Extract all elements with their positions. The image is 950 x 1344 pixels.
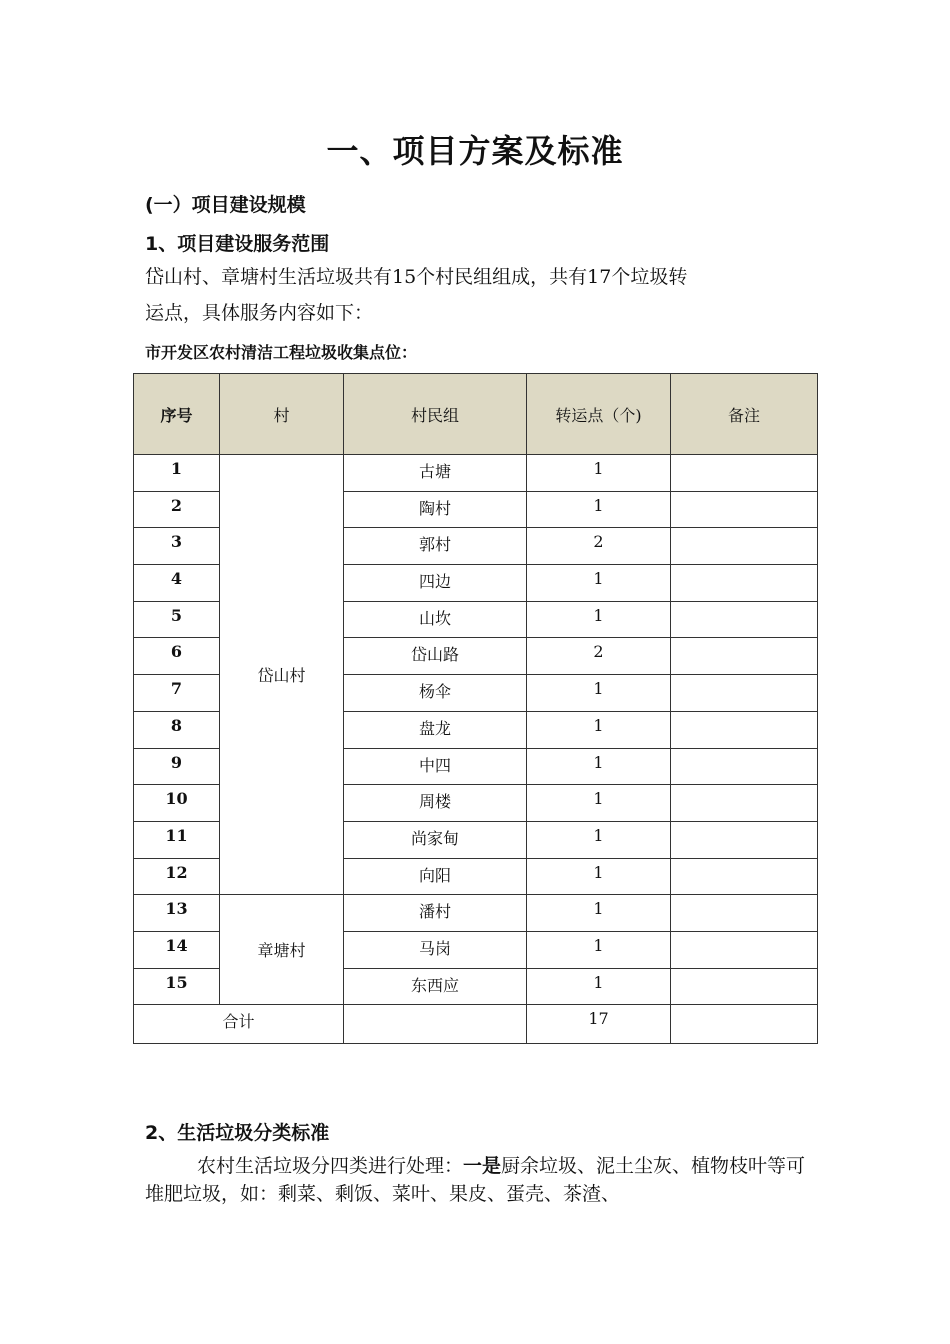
row-group: 周楼	[344, 785, 527, 822]
total-points: 17	[527, 1005, 671, 1044]
row-no: 5	[134, 601, 220, 638]
village-zhangtang: 章塘村	[220, 895, 344, 1005]
row-remarks	[671, 601, 818, 638]
row-points: 1	[527, 455, 671, 492]
row-no: 12	[134, 858, 220, 895]
row-group: 四边	[344, 565, 527, 602]
scope-paragraph-line1: 岱山村、章塘村生活垃圾共有15个村民组组成，共有17个垃圾转	[145, 266, 688, 288]
section-heading-scale: (一）项目建设规模	[145, 194, 306, 216]
row-no: 1	[134, 455, 220, 492]
header-remarks: 备注	[671, 374, 818, 455]
scope-paragraph-line2: 运点，具体服务内容如下：	[145, 302, 374, 324]
classification-paragraph	[145, 1152, 815, 1208]
page-title: 一、项目方案及标准	[326, 132, 624, 170]
row-group: 岱山路	[344, 638, 527, 675]
row-no: 9	[134, 748, 220, 785]
table-total-row	[134, 1005, 818, 1044]
row-remarks	[671, 895, 818, 932]
header-points: 转运点（个)	[527, 374, 671, 455]
row-remarks	[671, 821, 818, 858]
row-remarks	[671, 711, 818, 748]
row-group: 杨伞	[344, 675, 527, 712]
row-no: 15	[134, 968, 220, 1005]
row-points: 1	[527, 821, 671, 858]
row-no: 6	[134, 638, 220, 675]
row-points: 1	[527, 601, 671, 638]
total-label: 合计	[134, 1005, 344, 1044]
village-daishan: 岱山村	[220, 455, 344, 895]
row-group: 向阳	[344, 858, 527, 895]
row-group: 山坎	[344, 601, 527, 638]
row-points: 2	[527, 638, 671, 675]
header-no: 序号	[134, 374, 220, 455]
row-no: 11	[134, 821, 220, 858]
row-remarks	[671, 931, 818, 968]
subsection-heading-scope: 1、项目建设服务范围	[145, 233, 330, 255]
header-group: 村民组	[344, 374, 527, 455]
row-group: 郭村	[344, 528, 527, 565]
classification-rest: 厨余垃圾、泥土尘灰、植物枝叶等可堆肥垃圾，如：剩菜、剩饭、菜叶、果皮、蛋壳、茶渣、	[145, 1155, 806, 1205]
row-points: 1	[527, 675, 671, 712]
row-group: 马岗	[344, 931, 527, 968]
row-no: 7	[134, 675, 220, 712]
scope-paragraph	[145, 259, 815, 331]
row-points: 1	[527, 931, 671, 968]
row-remarks	[671, 858, 818, 895]
total-group-empty	[344, 1005, 527, 1044]
row-no: 4	[134, 565, 220, 602]
row-no: 14	[134, 931, 220, 968]
row-points: 2	[527, 528, 671, 565]
row-remarks	[671, 968, 818, 1005]
row-remarks	[671, 565, 818, 602]
table-caption: 市开发区农村清洁工程垃圾收集点位：	[145, 343, 418, 362]
row-group: 潘村	[344, 895, 527, 932]
row-group: 尚家甸	[344, 821, 527, 858]
row-group: 盘龙	[344, 711, 527, 748]
row-group: 中四	[344, 748, 527, 785]
classification-prefix: 农村生活垃圾分四类进行处理：	[197, 1155, 464, 1177]
row-remarks	[671, 455, 818, 492]
row-points: 1	[527, 895, 671, 932]
row-remarks	[671, 785, 818, 822]
table-header-row	[134, 374, 818, 455]
row-points: 1	[527, 565, 671, 602]
row-no: 8	[134, 711, 220, 748]
header-village: 村	[220, 374, 344, 455]
row-remarks	[671, 638, 818, 675]
row-points: 1	[527, 711, 671, 748]
total-remarks	[671, 1005, 818, 1044]
row-points: 1	[527, 785, 671, 822]
row-points: 1	[527, 491, 671, 528]
row-no: 10	[134, 785, 220, 822]
row-remarks	[671, 675, 818, 712]
subsection-heading-classification: 2、生活垃圾分类标准	[145, 1122, 330, 1144]
row-group: 古塘	[344, 455, 527, 492]
row-remarks	[671, 491, 818, 528]
row-points: 1	[527, 968, 671, 1005]
row-no: 2	[134, 491, 220, 528]
collection-points-table	[133, 373, 818, 1044]
classification-bold: 一是	[463, 1155, 502, 1177]
row-no: 3	[134, 528, 220, 565]
row-points: 1	[527, 858, 671, 895]
row-remarks	[671, 528, 818, 565]
row-group: 东西应	[344, 968, 527, 1005]
row-group: 陶村	[344, 491, 527, 528]
table-row	[134, 455, 818, 492]
row-points: 1	[527, 748, 671, 785]
table-row	[134, 895, 818, 932]
row-no: 13	[134, 895, 220, 932]
row-remarks	[671, 748, 818, 785]
